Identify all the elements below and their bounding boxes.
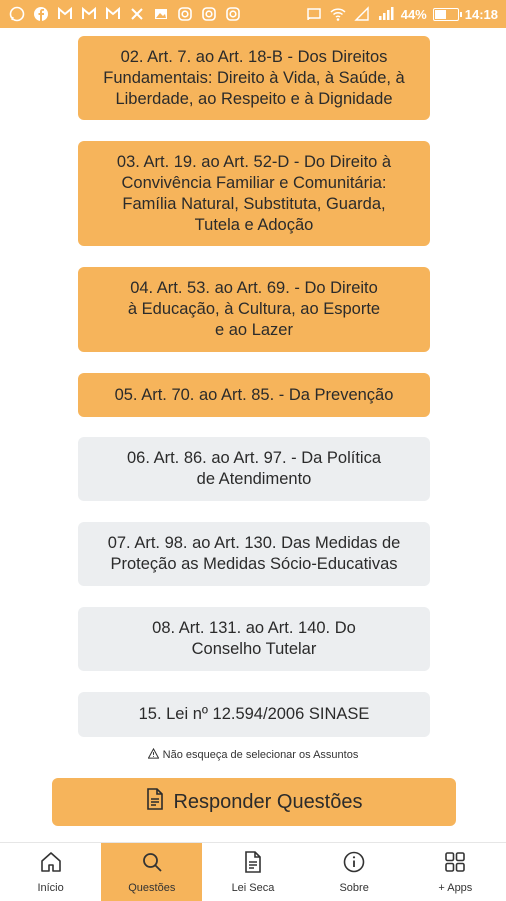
instagram-icon [200, 5, 218, 23]
warning-icon [148, 748, 159, 762]
bottom-navigation [0, 842, 506, 900]
nav-label: Sobre [339, 882, 369, 894]
nav-item-inicio[interactable] [0, 843, 101, 901]
nav-item-lei-seca[interactable] [202, 843, 303, 901]
respond-questions-button[interactable] [52, 778, 456, 826]
nav-label: Questões [128, 882, 176, 894]
gmail-icon [56, 5, 74, 23]
signal-icon [353, 5, 371, 23]
status-bar [0, 0, 506, 28]
home-icon [39, 850, 63, 877]
gmail-icon [80, 5, 98, 23]
respond-button-label: Responder Questões [173, 790, 363, 813]
topic-button-03[interactable]: 03. Art. 19. ao Art. 52-D - Do Direito à Convivência Familiar e Comunitária: Família Natural, Substituta, Guarda, Tutela e Adoção [78, 141, 430, 246]
nav-item-sobre[interactable] [304, 843, 405, 901]
battery-percentage: 44% [400, 6, 427, 22]
nav-label: Lei Seca [231, 882, 275, 894]
document-check-icon [145, 788, 165, 816]
warning-message [0, 746, 506, 764]
signal-bars-icon [377, 5, 395, 23]
nav-item-questoes[interactable] [101, 843, 202, 901]
facebook-icon [32, 5, 50, 23]
clock: 14:18 [464, 6, 498, 22]
topic-button-05[interactable]: 05. Art. 70. ao Art. 85. - Da Prevenção [78, 373, 430, 417]
warning-text: Não esqueça de selecionar os Assuntos [162, 749, 359, 761]
whatsapp-icon [8, 5, 26, 23]
topic-button-08[interactable]: 08. Art. 131. ao Art. 140. Do Conselho Tutelar [78, 607, 430, 671]
topic-button-04[interactable]: 04. Art. 53. ao Art. 69. - Do Direito à Educação, à Cultura, ao Esporte e ao Lazer [78, 267, 430, 352]
nav-label: Início [37, 882, 64, 894]
document-icon [241, 850, 265, 877]
wifi-icon [329, 5, 347, 23]
notification-icons [8, 5, 242, 23]
topic-button-15[interactable]: 15. Lei nº 12.594/2006 SINASE [78, 692, 430, 737]
instagram-icon [176, 5, 194, 23]
nav-item-more-apps[interactable] [405, 843, 506, 901]
tools-icon [128, 5, 146, 23]
topic-button-06[interactable]: 06. Art. 86. ao Art. 97. - Da Política de Atendimento [78, 437, 430, 501]
gmail-icon [104, 5, 122, 23]
search-icon [140, 850, 164, 877]
instagram-icon [224, 5, 242, 23]
topic-button-07[interactable]: 07. Art. 98. ao Art. 130. Das Medidas de Proteção as Medidas Sócio-Educativas [78, 522, 430, 586]
info-icon [342, 850, 366, 877]
system-icons [305, 5, 498, 23]
nav-label: + Apps [438, 882, 473, 894]
image-icon [152, 5, 170, 23]
battery-icon [433, 8, 459, 21]
grid-icon [443, 850, 467, 877]
topic-button-02[interactable]: 02. Art. 7. ao Art. 18-B - Dos Direitos Fundamentais: Direito à Vida, à Saúde, à Liberdade, ao Respeito e à Dignidade [78, 36, 430, 120]
cast-icon [305, 5, 323, 23]
